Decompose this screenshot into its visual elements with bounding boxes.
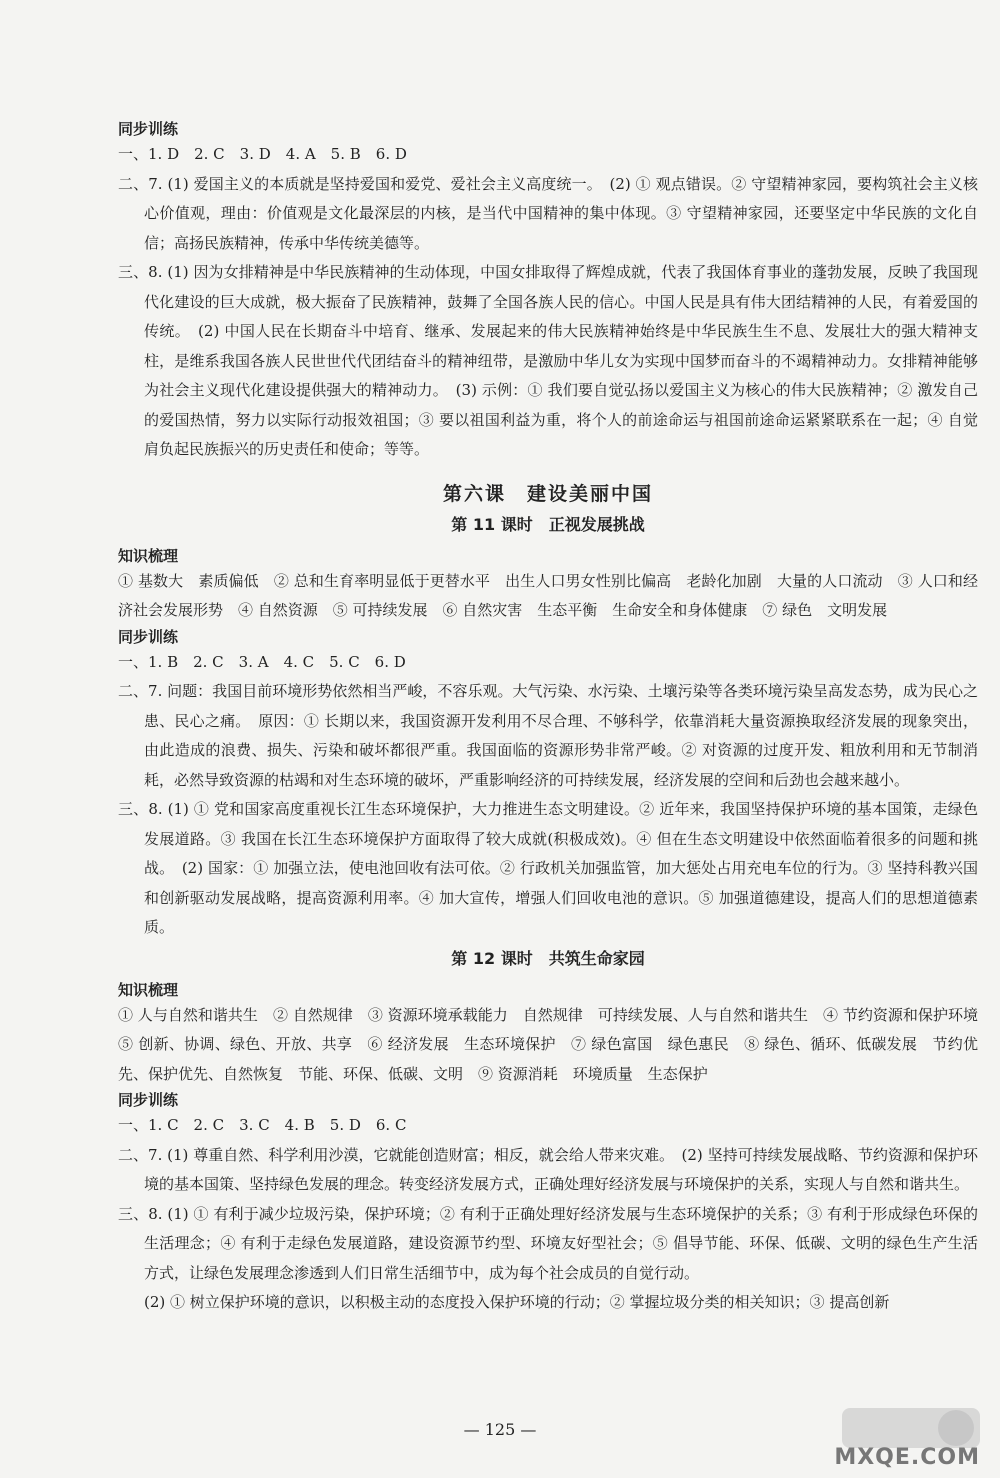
page-content [118,118,994,1318]
knowledge-heading-p11: 知识梳理 [118,546,179,565]
answer-q1: 一、1. D 2. C 3. D 4. A 5. B 6. D [118,145,407,163]
answer-q8: 三、8. (1) 因为女排精神是中华民族精神的生动体现，中国女排取得了辉煌成就，代表了我国体育事业的蓬勃发展，反映了我国现代化建设的巨大成就，极大振奋了民族精神，鼓舞了全国各族人民的信心。中国人民是具有伟大团结精神的人民，有着爱国的传统。 (2) 中国人民在长期奋斗中培育、继承、发展起来的伟大民族精神始终是中华民族生生不息、发展壮大的强大精神支柱，是维系我国各族人民世世代代团结奋斗的精神纽带，是激励中华儿女为实现中国梦而奋斗的不竭精神动力。女排精神能够为社会主义现代化建设提供强大的精神动力。 (3) 示例：① 我们要自觉弘扬以爱国主义为核心的伟大民族精神；② 激发自己的爱国热情，努力以实际行动报效祖国；③ 要以祖国利益为重，将个人的前途命运与祖国前途命运紧紧联系在一起；④ 自觉肩负起民族振兴的历史责任和使命；等等。 [118,263,978,458]
section-heading-sync-training: 同步训练 [118,120,179,138]
knowledge-text-p12: ① 人与自然和谐共生 ② 自然规律 ③ 资源环境承载能力 自然规律 可持续发展、人与自然和谐共生 ④ 节约资源和保护环境 ⑤ 创新、协调、绿色、开放、共享 ⑥ 经济发展 生态环境保护 ⑦ 绿色富国 绿色惠民 ⑧ 绿色、循环、低碳发展 节约优先、保护优先、自然恢复 节能、环保、低碳、文明 ⑨ 资源消耗 环境质量 生态保护 [118,1005,994,1083]
answer-q7: 二、7. (1) 爱国主义的本质就是坚持爱国和爱党、爱社会主义高度统一。 (2) ① 观点错误。② 守望精神家园，要构筑社会主义核心价值观，理由：价值观是文化最深层的内核，是当代中国精神的集中体现。③ 守望精神家园，还要坚定中华民族的文化自信；高扬民族精神，传承中华传统美德等。 [118,174,978,252]
sync-heading-p11: 同步训练 [118,627,179,646]
answer-p12-q8a: 三、8. (1) ① 有利于减少垃圾污染，保护环境；② 有利于正确处理好经济发展与生态环境保护的关系；③ 有利于形成绿色环保的生活理念；④ 有利于走绿色发展道路，建设资源节约型、环境友好型社会；⑤ 倡导节能、环保、低碳、文明的绿色生产生活方式，让绿色发展理念渗透到人们日常生活细节中，成为每个社会成员的自觉行动。 [118,1204,978,1282]
answer-p11-q1: 一、1. B 2. C 3. A 4. C 5. C 6. D [118,652,406,671]
lesson-title: 第六课 建设美丽中国 [442,482,653,505]
watermark-text: MXQE.COM [834,1445,980,1470]
answer-p12-q1: 一、1. C 2. C 3. C 4. B 5. D 6. C [118,1116,407,1134]
knowledge-heading-p12: 知识梳理 [118,980,179,999]
page-number: — 125 — [463,1420,537,1439]
period-12-title: 第 12 课时 共筑生命家园 [451,948,645,968]
knowledge-text-p11: ① 基数大 素质偏低 ② 总和生育率明显低于更替水平 出生人口男女性别比偏高 老龄化加剧 大量的人口流动 ③ 人口和经济社会发展形势 ④ 自然资源 ⑤ 可持续发展 ⑥ 自然灾害 生态平衡 生命安全和身体健康 ⑦ 绿色 文明发展 [118,571,978,619]
answer-p12-q7: 二、7. (1) 尊重自然、科学利用沙漠，它就能创造财富；相反，就会给人带来灾难。 (2) 坚持可持续发展战略、节约资源和保护环境的基本国策、坚持绿色发展的理念。转变经济发展方式，正确处理好经济发展与环境保护的关系，实现人与自然和谐共生。 [118,1145,978,1193]
answer-p11-q8: 三、8. (1) ① 党和国家高度重视长江生态环境保护，大力推进生态文明建设。② 近年来，我国坚持保护环境的基本国策，走绿色发展道路。③ 我国在长江生态环境保护方面取得了较大成就(积极成效)。④ 但在生态文明建设中依然面临着很多的问题和挑战。 (2) 国家：① 加强立法，使电池回收有法可依。② 行政机关加强监管，加大惩处占用充电车位的行为。③ 坚持科教兴国和创新驱动发展战略，提高资源利用率。④ 加大宣传，增强人们回收电池的意识。⑤ 加强道德建设，提高人们的思想道德素质。 [118,800,978,936]
answer-p11-q7: 二、7. 问题：我国目前环境形势依然相当严峻，不容乐观。大气污染、水污染、土壤污染等各类环境污染呈高发态势，成为民心之患、民心之痛。 原因：① 长期以来，我国资源开发利用不尽合理、不够科学，依靠消耗大量资源换取经济发展的现象突出，由此造成的浪费、损失、污染和破坏都很严重。我国面临的资源形势非常严峻。② 对资源的过度开发、粗放利用和无节制消耗，必然导致资源的枯竭和对生态环境的破坏，严重影响经济的可持续发展，经济发展的空间和后劲也会越来越小。 [118,682,978,789]
period-11-title: 第 11 课时 正视发展挑战 [451,514,645,534]
answer-p12-q8b: (2) ① 树立保护环境的意识，以积极主动的态度投入保护环境的行动；② 掌握垃圾分类的相关知识；③ 提高创新 [144,1293,890,1311]
sync-heading-p12: 同步训练 [118,1091,179,1109]
